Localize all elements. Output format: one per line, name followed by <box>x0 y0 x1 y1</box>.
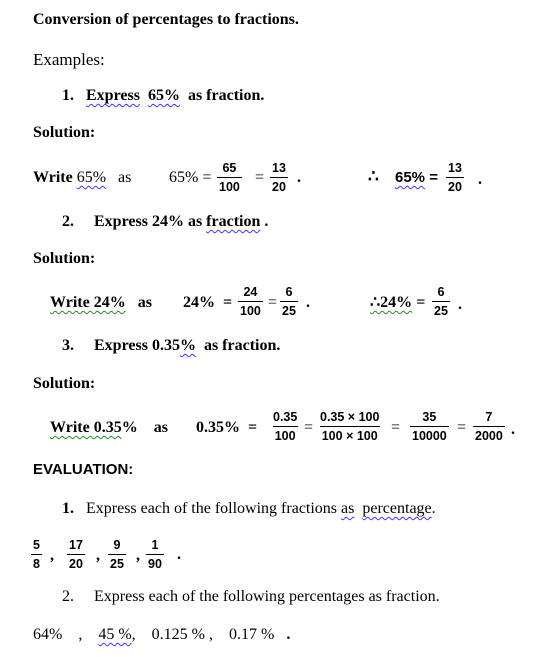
equation-lhs: 0.35% = <box>196 419 258 436</box>
result-lhs: ∴24% = <box>370 294 426 311</box>
fraction: $\frac{13}{20}$ <box>448 161 462 194</box>
percentage-item: 64% <box>33 626 63 643</box>
fraction: $\frac{13}{20}$ <box>272 161 286 194</box>
as-word: as <box>137 294 152 311</box>
fraction-word: fraction <box>206 213 261 230</box>
evaluation-heading: EVALUATION: <box>33 461 134 478</box>
fraction: $\frac{6}{25}$ <box>434 285 448 318</box>
eval-fraction: $\frac{5}{8}$ <box>33 538 40 571</box>
question-number: 1. <box>62 500 74 517</box>
percentage-word: percentage <box>362 500 432 517</box>
page-title: Conversion of percentages to fractions. <box>33 11 299 28</box>
period: . <box>306 294 310 311</box>
write-label <box>33 170 131 186</box>
equals-sign: = <box>268 294 278 311</box>
as-word: as <box>153 419 168 436</box>
fraction: $\frac{0.35}{100}$ <box>273 410 298 443</box>
write-word: Write 0.35 <box>50 419 122 436</box>
period: . <box>458 296 462 313</box>
as-word: as <box>341 500 355 517</box>
solution-label: Solution: <box>33 375 96 392</box>
example-number: 3. <box>62 337 74 354</box>
fraction: $\frac{24}{100}$ <box>240 285 261 318</box>
percentage-item: 45 % <box>98 626 132 643</box>
period: . <box>297 169 301 186</box>
equals-sign: = <box>391 419 401 436</box>
as-word: as <box>118 169 132 186</box>
fraction: $\frac{7}{2000}$ <box>475 410 503 443</box>
therefore-icon: ∴ <box>368 167 379 186</box>
question-text: Express each of the following fractions <box>86 500 338 517</box>
write-label <box>50 295 152 311</box>
comma: , <box>96 547 100 564</box>
fraction: $\frac{35}{10000}$ <box>412 410 447 443</box>
write-word: Write 24% <box>50 294 126 311</box>
percentage-list: 64% , 45 %, 0.125 % , 0.17 % . <box>33 626 291 643</box>
question-number: 2. <box>62 588 74 605</box>
example-1-heading <box>62 88 264 104</box>
equals-sign: = <box>304 419 314 436</box>
period: . <box>511 421 515 438</box>
evaluation-question-2 <box>62 589 440 605</box>
period: . <box>478 171 482 188</box>
question-text: Express each of the following percentages as fraction. <box>94 588 440 605</box>
write-word: Write <box>33 169 73 186</box>
fraction: $\frac{0.35 \times 100}{100 \times 100}$ <box>320 410 380 443</box>
express-word: Express <box>86 87 140 104</box>
result-lhs: 65% = <box>395 169 438 186</box>
percent-sign: % <box>121 419 138 436</box>
period: . <box>177 546 181 563</box>
fraction: $\frac{65}{100}$ <box>219 161 240 194</box>
example-number: 1. <box>62 87 74 104</box>
percentage-item: 0.17 % <box>228 626 275 643</box>
fraction: $\frac{6}{25}$ <box>282 285 296 318</box>
comma: , <box>136 547 140 564</box>
eval-fraction: $\frac{17}{20}$ <box>69 538 83 571</box>
heading-text: Express 24% as <box>94 213 203 230</box>
percent-value: 65% <box>147 87 180 104</box>
eval-fraction: $\frac{9}{25}$ <box>110 538 124 571</box>
equals-sign: = <box>457 419 467 436</box>
solution-label: Solution: <box>33 124 96 141</box>
evaluation-question-1: 1. Express each of the following fractions as percentage. <box>62 500 436 517</box>
example-2-heading: 2. Express 24% as fraction . <box>62 213 269 230</box>
example-number: 2. <box>62 213 74 230</box>
eval-fraction: $\frac{1}{90}$ <box>148 538 162 571</box>
equation-lhs: 24% = <box>183 294 233 311</box>
equation-lhs: 65% = <box>169 169 212 186</box>
write-label <box>50 420 168 436</box>
heading-rest: as fraction. <box>203 337 281 354</box>
heading-rest: as fraction. <box>187 87 265 104</box>
write-value: 65% <box>76 169 107 186</box>
examples-label: Examples: <box>33 50 105 69</box>
percentage-item: 0.125 % <box>151 626 205 643</box>
heading-text: Express 0.35 <box>94 337 180 354</box>
example-3-heading <box>62 338 280 354</box>
comma: , <box>50 547 54 564</box>
solution-label: Solution: <box>33 250 96 267</box>
equals-sign: = <box>255 169 265 186</box>
percent-sign: % <box>179 337 196 354</box>
